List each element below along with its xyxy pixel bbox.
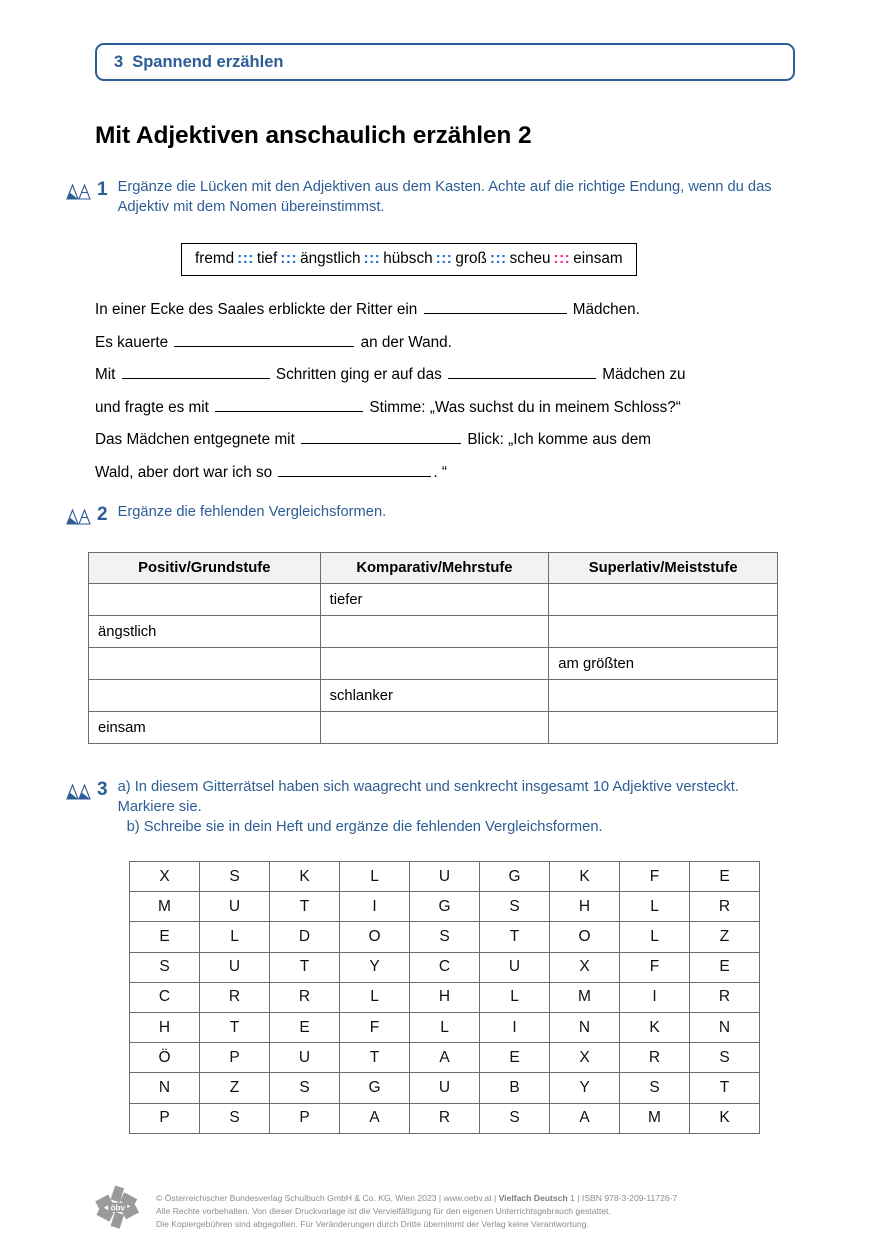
difficulty-level-1-icon	[66, 182, 91, 203]
word-bank-word: hübsch	[383, 250, 433, 267]
grid-cell[interactable]: A	[410, 1043, 480, 1073]
difficulty-level-2-icon	[66, 782, 91, 803]
grid-cell[interactable]: C	[410, 952, 480, 982]
grid-cell[interactable]: S	[410, 922, 480, 952]
word-bank-word: scheu	[509, 250, 551, 267]
grid-cell[interactable]: T	[340, 1043, 410, 1073]
table-cell-empty[interactable]	[89, 648, 321, 680]
table-row	[89, 648, 778, 680]
instruction-line-1: Ergänze die Lücken mit den Adjektiven aus dem Kasten. Achte auf die richtige	[117, 179, 626, 195]
table-cell-empty[interactable]	[549, 680, 778, 712]
chapter-header-bar	[95, 43, 795, 81]
comparison-forms-table	[88, 552, 778, 744]
grid-cell[interactable]: L	[200, 922, 270, 952]
cloze-text: Wald, aber dort war ich so	[95, 463, 277, 481]
word-bank-word: tief	[256, 250, 278, 267]
grid-row	[130, 1043, 760, 1073]
grid-cell[interactable]: K	[690, 1103, 760, 1133]
grid-cell[interactable]: L	[620, 922, 690, 952]
table-cell-empty[interactable]	[549, 584, 778, 616]
grid-cell[interactable]: A	[550, 1103, 620, 1133]
table-row	[89, 616, 778, 648]
footer-line-1-a: © Österreichischer Bundesverlag Schulbuch GmbH & Co. KG, Wien 2023 | www.oebv.at |	[156, 1193, 499, 1203]
grid-cell[interactable]: K	[620, 1012, 690, 1042]
word-bank-word: groß	[455, 250, 487, 267]
exercise-number: 1	[97, 179, 108, 200]
chapter-number: 3	[114, 52, 124, 71]
table-cell-empty[interactable]	[320, 616, 549, 648]
table-cell-empty[interactable]	[89, 584, 321, 616]
grid-cell[interactable]: E	[270, 1012, 340, 1042]
grid-cell[interactable]: O	[340, 922, 410, 952]
grid-cell[interactable]: R	[270, 982, 340, 1012]
instruction-line-3: b) Schreibe sie in dein Heft und ergänze die fehlenden Vergleichsformen.	[126, 818, 603, 835]
footer-book-title: Vielfach Deutsch	[498, 1193, 568, 1203]
grid-row	[130, 922, 760, 952]
exercise-2	[66, 503, 386, 528]
grid-cell[interactable]: N	[130, 1073, 200, 1103]
cloze-text: und fragte es mit	[95, 398, 214, 416]
grid-cell[interactable]: F	[620, 862, 690, 892]
cloze-text: Schritten ging er auf das	[271, 366, 446, 383]
grid-cell[interactable]: R	[410, 1103, 480, 1133]
answer-blank[interactable]	[174, 332, 354, 347]
grid-cell[interactable]: X	[130, 862, 200, 892]
cloze-text: Mädchen.	[568, 301, 640, 318]
exercise-number: 3	[97, 779, 108, 800]
grid-cell[interactable]: L	[410, 1012, 480, 1042]
cloze-text: Blick: „Ich komme aus dem	[463, 431, 651, 448]
footer-line-1	[156, 1192, 677, 1205]
grid-cell[interactable]: E	[130, 922, 200, 952]
word-separator-icon: :::	[237, 250, 254, 267]
table-cell-filled[interactable]: tiefer	[320, 584, 549, 616]
answer-blank[interactable]	[122, 364, 270, 379]
answer-blank[interactable]	[424, 299, 567, 314]
word-separator-icon: :::	[435, 250, 453, 267]
grid-cell[interactable]: S	[270, 1073, 340, 1103]
column-header-positive: Positiv/Grundstufe	[89, 553, 321, 584]
table-row	[89, 680, 778, 712]
exercise-instruction	[118, 178, 778, 218]
grid-cell[interactable]: L	[340, 982, 410, 1012]
word-bank-word: fremd	[195, 250, 235, 267]
grid-cell[interactable]: E	[690, 862, 760, 892]
grid-cell[interactable]: H	[410, 982, 480, 1012]
grid-cell[interactable]: P	[130, 1103, 200, 1133]
word-separator-icon: :::	[489, 250, 507, 267]
cloze-line	[95, 299, 795, 332]
grid-cell[interactable]: S	[690, 1043, 760, 1073]
grid-row	[130, 892, 760, 922]
footer-line-2: Alle Rechte vorbehalten. Von dieser Druckvorlage ist die Vervielfältigung für den eigenen Unterrichtsgebrauch gestattet.	[156, 1206, 611, 1217]
cloze-text: Mädchen zu	[597, 366, 686, 383]
table-cell-empty[interactable]	[320, 712, 549, 744]
grid-cell[interactable]: L	[340, 862, 410, 892]
table-cell-filled[interactable]: am größten	[549, 648, 778, 680]
word-bank-word: ängstlich	[300, 250, 361, 267]
grid-cell[interactable]: X	[550, 952, 620, 982]
grid-cell[interactable]: Z	[200, 1073, 270, 1103]
grid-cell[interactable]: P	[200, 1043, 270, 1073]
grid-cell[interactable]: N	[690, 1012, 760, 1042]
grid-row	[130, 952, 760, 982]
table-cell-filled[interactable]: einsam	[89, 712, 321, 744]
chapter-title: Spannend erzählen	[132, 52, 284, 71]
grid-cell[interactable]: S	[200, 862, 270, 892]
cloze-text: Mit	[95, 366, 120, 383]
grid-cell[interactable]: P	[270, 1103, 340, 1133]
grid-cell[interactable]: I	[480, 1012, 550, 1042]
grid-cell[interactable]: Z	[690, 922, 760, 952]
grid-cell[interactable]: Ö	[130, 1043, 200, 1073]
footer	[95, 1183, 795, 1231]
grid-cell[interactable]: G	[340, 1073, 410, 1103]
grid-cell[interactable]: T	[270, 892, 340, 922]
grid-cell[interactable]: S	[200, 1103, 270, 1133]
oebv-logo-icon	[95, 1185, 139, 1229]
grid-cell[interactable]: H	[130, 1012, 200, 1042]
footer-line-1-c: 1 | ISBN 978-3-209-11726-7	[567, 1193, 678, 1203]
grid-cell[interactable]: U	[410, 1073, 480, 1103]
table-cell-empty[interactable]	[320, 648, 549, 680]
exercise-instruction: Ergänze die fehlenden Vergleichsformen.	[117, 504, 387, 520]
cloze-text: . “	[433, 463, 447, 481]
table-cell-filled[interactable]: ängstlich	[89, 616, 321, 648]
grid-cell[interactable]: S	[130, 952, 200, 982]
word-search-grid	[129, 861, 760, 1134]
table-cell-filled[interactable]: schlanker	[320, 680, 549, 712]
grid-cell[interactable]: U	[410, 862, 480, 892]
cloze-line	[95, 397, 795, 430]
grid-row	[130, 1103, 760, 1133]
cloze-text: Es kauerte	[95, 333, 173, 351]
grid-cell[interactable]: C	[130, 982, 200, 1012]
cloze-text: In einer Ecke des Saales erblickte der Ritter ein	[95, 301, 422, 318]
grid-cell[interactable]: U	[480, 952, 550, 982]
grid-row	[130, 862, 760, 892]
grid-cell[interactable]: M	[550, 982, 620, 1012]
grid-cell[interactable]: T	[690, 1073, 760, 1103]
grid-cell[interactable]: R	[690, 982, 760, 1012]
grid-cell[interactable]: F	[620, 952, 690, 982]
instruction-line-2: Endung, wenn du das Adjektiv mit dem Nomen übereinstimmst.	[117, 179, 772, 215]
grid-cell[interactable]: T	[480, 922, 550, 952]
cloze-line	[95, 332, 795, 365]
cloze-text-block	[95, 299, 795, 494]
grid-cell[interactable]: H	[550, 892, 620, 922]
grid-cell[interactable]: D	[270, 922, 340, 952]
table-row	[89, 584, 778, 616]
table-row	[89, 712, 778, 744]
word-bank-box	[181, 243, 637, 276]
grid-row	[130, 982, 760, 1012]
grid-cell[interactable]: K	[550, 862, 620, 892]
grid-cell[interactable]: T	[200, 1012, 270, 1042]
grid-cell[interactable]: N	[550, 1012, 620, 1042]
answer-blank[interactable]	[301, 429, 461, 444]
grid-cell[interactable]: F	[340, 1012, 410, 1042]
grid-row	[130, 1012, 760, 1042]
grid-cell[interactable]: G	[480, 862, 550, 892]
grid-cell[interactable]: T	[270, 952, 340, 982]
grid-cell[interactable]: Y	[340, 952, 410, 982]
word-bank-word: einsam	[573, 250, 623, 267]
column-header-superlative: Superlativ/Meiststufe	[549, 553, 778, 584]
answer-blank[interactable]	[448, 364, 596, 379]
grid-cell[interactable]: E	[690, 952, 760, 982]
instruction-line-1: a) In diesem Gitterrätsel haben sich waagrecht und senkrecht insgesamt 10	[117, 779, 610, 795]
cloze-line	[95, 462, 795, 495]
grid-cell[interactable]: Y	[550, 1073, 620, 1103]
cloze-text: Das Mädchen entgegnete mit	[95, 431, 300, 448]
footer-line-3: Die Kopiergebühren sind abgegolten. Für Veränderungen durch Dritte übernimmt der Verlag keine Verantwortung.	[156, 1219, 589, 1230]
exercise-3	[66, 778, 778, 838]
grid-cell[interactable]: U	[200, 892, 270, 922]
column-header-comparative: Komparativ/Mehrstufe	[320, 553, 549, 584]
grid-cell[interactable]: R	[200, 982, 270, 1012]
table-cell-empty[interactable]	[89, 680, 321, 712]
answer-blank[interactable]	[215, 397, 363, 412]
table-cell-empty[interactable]	[549, 712, 778, 744]
answer-blank[interactable]	[278, 462, 431, 477]
grid-cell[interactable]: L	[480, 982, 550, 1012]
grid-cell[interactable]: S	[620, 1073, 690, 1103]
grid-cell[interactable]: U	[200, 952, 270, 982]
grid-cell[interactable]: M	[620, 1103, 690, 1133]
grid-cell[interactable]: S	[480, 1103, 550, 1133]
exercise-instruction	[118, 778, 778, 838]
cloze-text: Stimme: „Was suchst du in meinem Schloss?“	[365, 398, 681, 416]
grid-cell[interactable]: U	[270, 1043, 340, 1073]
grid-cell[interactable]: L	[620, 892, 690, 922]
grid-cell[interactable]: E	[480, 1043, 550, 1073]
grid-cell[interactable]: X	[550, 1043, 620, 1073]
difficulty-level-1-icon	[66, 507, 91, 528]
grid-cell[interactable]: B	[480, 1073, 550, 1103]
word-separator-icon: :::	[363, 250, 381, 267]
grid-cell[interactable]: S	[480, 892, 550, 922]
grid-cell[interactable]: R	[690, 892, 760, 922]
grid-cell[interactable]: I	[340, 892, 410, 922]
exercise-1	[66, 178, 778, 218]
grid-cell[interactable]: M	[130, 892, 200, 922]
grid-cell[interactable]: O	[550, 922, 620, 952]
page-title: Mit Adjektiven anschaulich erzählen 2	[95, 122, 532, 149]
grid-cell[interactable]: G	[410, 892, 480, 922]
oebv-logo-text: öbv	[110, 1203, 125, 1213]
cloze-line	[95, 364, 795, 397]
cloze-line	[95, 429, 795, 462]
grid-row	[130, 1073, 760, 1103]
grid-cell[interactable]: K	[270, 862, 340, 892]
word-separator-icon: :::	[553, 250, 571, 267]
table-cell-empty[interactable]	[549, 616, 778, 648]
grid-cell[interactable]: A	[340, 1103, 410, 1133]
grid-cell[interactable]: R	[620, 1043, 690, 1073]
grid-cell[interactable]: I	[620, 982, 690, 1012]
word-separator-icon: :::	[280, 250, 298, 267]
footer-copyright-text	[156, 1183, 677, 1231]
exercise-number: 2	[97, 504, 108, 525]
table-header-row	[89, 553, 778, 584]
instruction-line-2: Adjektive versteckt. Markiere sie.	[117, 779, 739, 815]
cloze-text: an der Wand.	[356, 333, 452, 351]
